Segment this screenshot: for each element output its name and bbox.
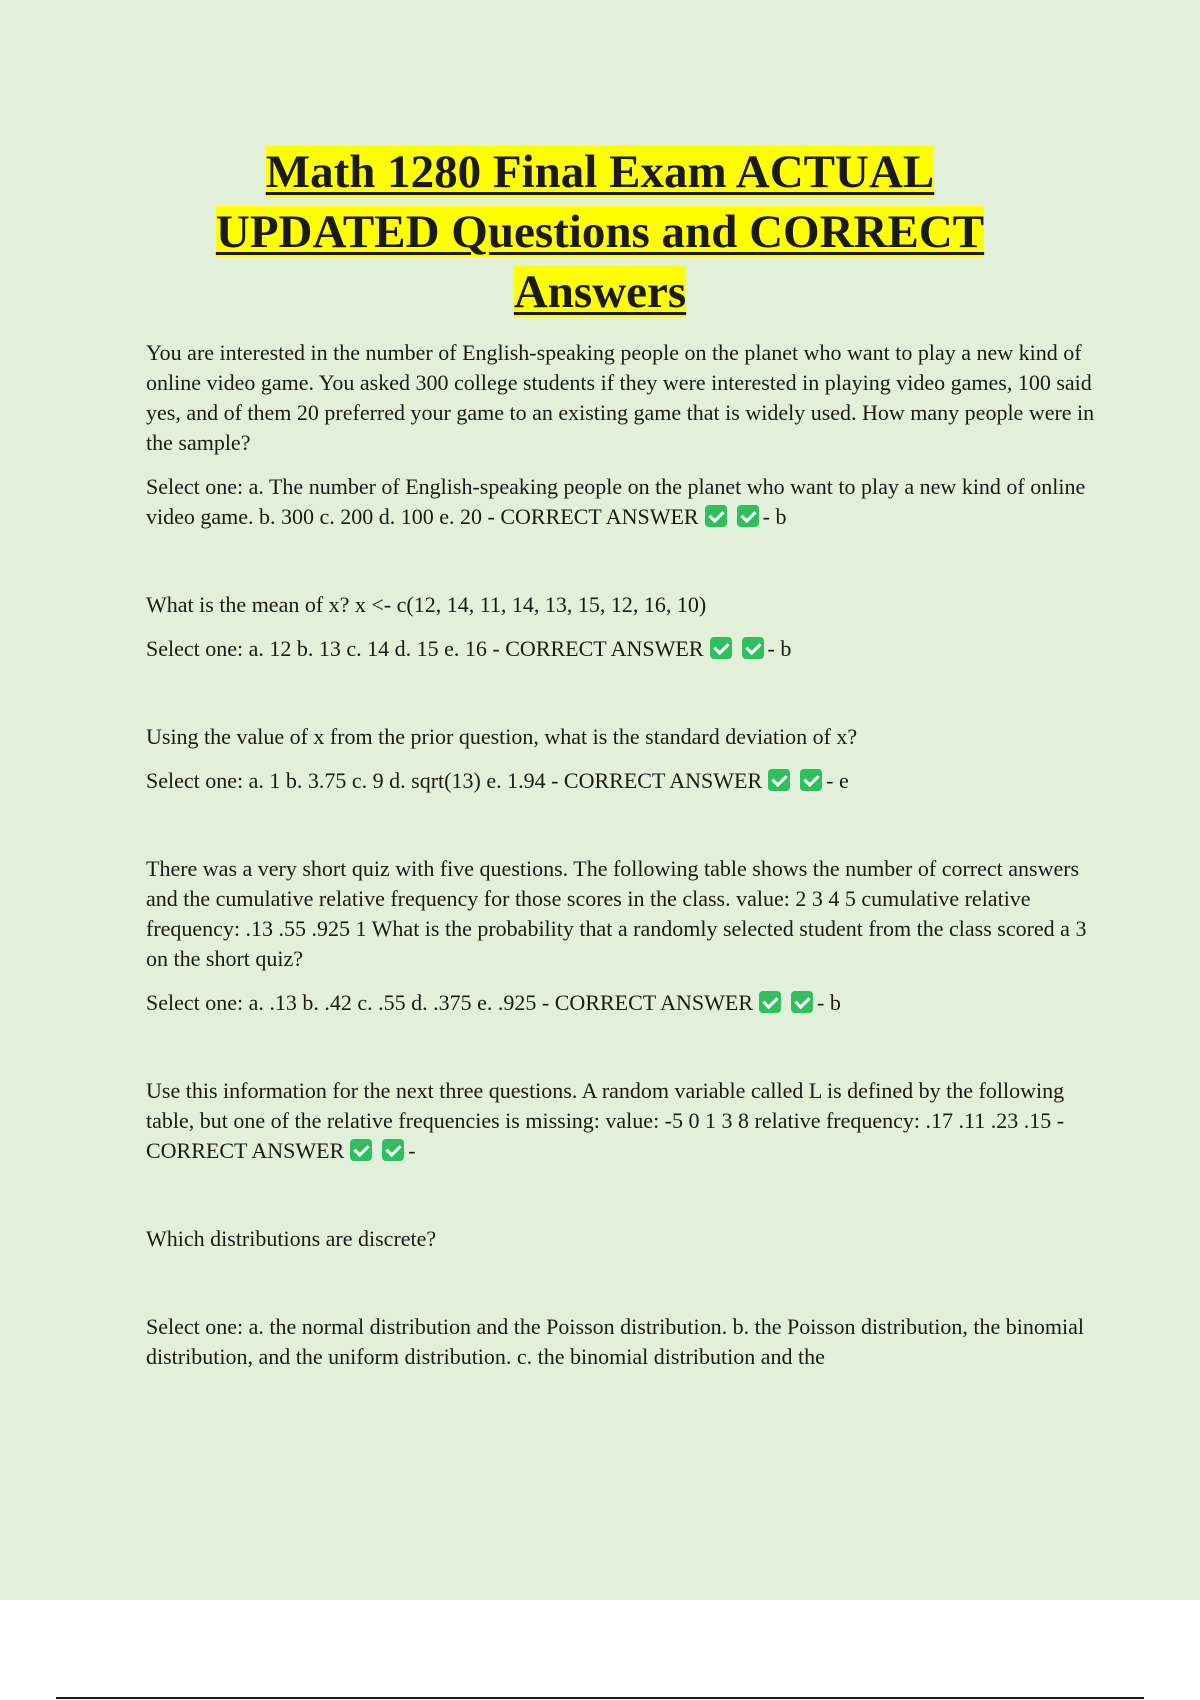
footer-divider (56, 1697, 1144, 1699)
check-box-icon (737, 505, 759, 527)
question-1-options-text: Select one: a. The number of English-speaking people on the planet who want to play a new kind of online video game. b. 300 c. 200 d. 100 e. 20 - CORRECT ANSWER (146, 474, 1086, 529)
question-4-answer: - b (817, 990, 841, 1015)
question-2-options (146, 634, 1096, 664)
question-1-options (146, 472, 1096, 532)
check-box-icon (705, 505, 727, 527)
question-2-text: What is the mean of x? x <- c(12, 14, 11, 14, 13, 15, 12, 16, 10) (146, 592, 707, 617)
question-3-options-text: Select one: a. 1 b. 3.75 c. 9 d. sqrt(13) e. 1.94 - CORRECT ANSWER (146, 768, 763, 793)
question-2-options-text: Select one: a. 12 b. 13 c. 14 d. 15 e. 16 - CORRECT ANSWER (146, 636, 704, 661)
question-6-options: Select one: a. the normal distribution and the Poisson distribution. b. the Poisson distribution, the binomial distribution, and the uniform distribution. c. the binomial distribution and the (146, 1314, 1084, 1369)
question-list (146, 338, 1096, 1372)
check-box-icon (791, 991, 813, 1013)
question-2-answer: - b (767, 636, 792, 661)
check-box-icon (759, 991, 781, 1013)
question-1-answer: - b (762, 504, 787, 529)
title-line-2: UPDATED Questions and CORRECT (215, 206, 985, 258)
title-line-3: Answers (513, 266, 687, 318)
check-box-icon (800, 769, 822, 791)
question-3-answer: - e (826, 768, 849, 793)
check-box-icon (710, 637, 732, 659)
question-5-text (146, 1076, 1096, 1166)
check-box-icon (350, 1139, 372, 1161)
question-4-text: There was a very short quiz with five questions. The following table shows the number of correct answers and the cumulative relative frequency for those scores in the class. value: 2 3 4 5 cumulative relative frequency: .13 .55 .925 1 What is the probability that a randomly selected student from the class scored a 3 on the short quiz? (146, 856, 1087, 971)
question-6-text: Which distributions are discrete? (146, 1226, 437, 1251)
question-1-text: You are interested in the number of English-speaking people on the planet who want to play a new kind of online video game. You asked 300 college students if they were interested in playing video games, 100 said yes, and of them 20 preferred your game to an existing game that is widely used. How many people were in the sample? (146, 340, 1095, 455)
question-4-options-text: Select one: a. .13 b. .42 c. .55 d. .375 e. .925 - CORRECT ANSWER (146, 990, 753, 1015)
question-3-options (146, 766, 1096, 796)
check-box-icon (768, 769, 790, 791)
check-box-icon (382, 1139, 404, 1161)
question-3-text: Using the value of x from the prior question, what is the standard deviation of x? (146, 724, 858, 749)
title-line-1: Math 1280 Final Exam ACTUAL (265, 146, 935, 198)
page-title (0, 142, 1200, 322)
question-5-answer: - (408, 1138, 416, 1163)
question-4-options (146, 988, 1096, 1018)
check-box-icon (742, 637, 764, 659)
question-5-options-text: Use this information for the next three questions. A random variable called L is defined by the following table, but one of the relative frequencies is missing: value: -5 0 1 3 8 relative frequency: .17 .11 .23 .15 - CORRECT ANSWER (146, 1078, 1065, 1163)
